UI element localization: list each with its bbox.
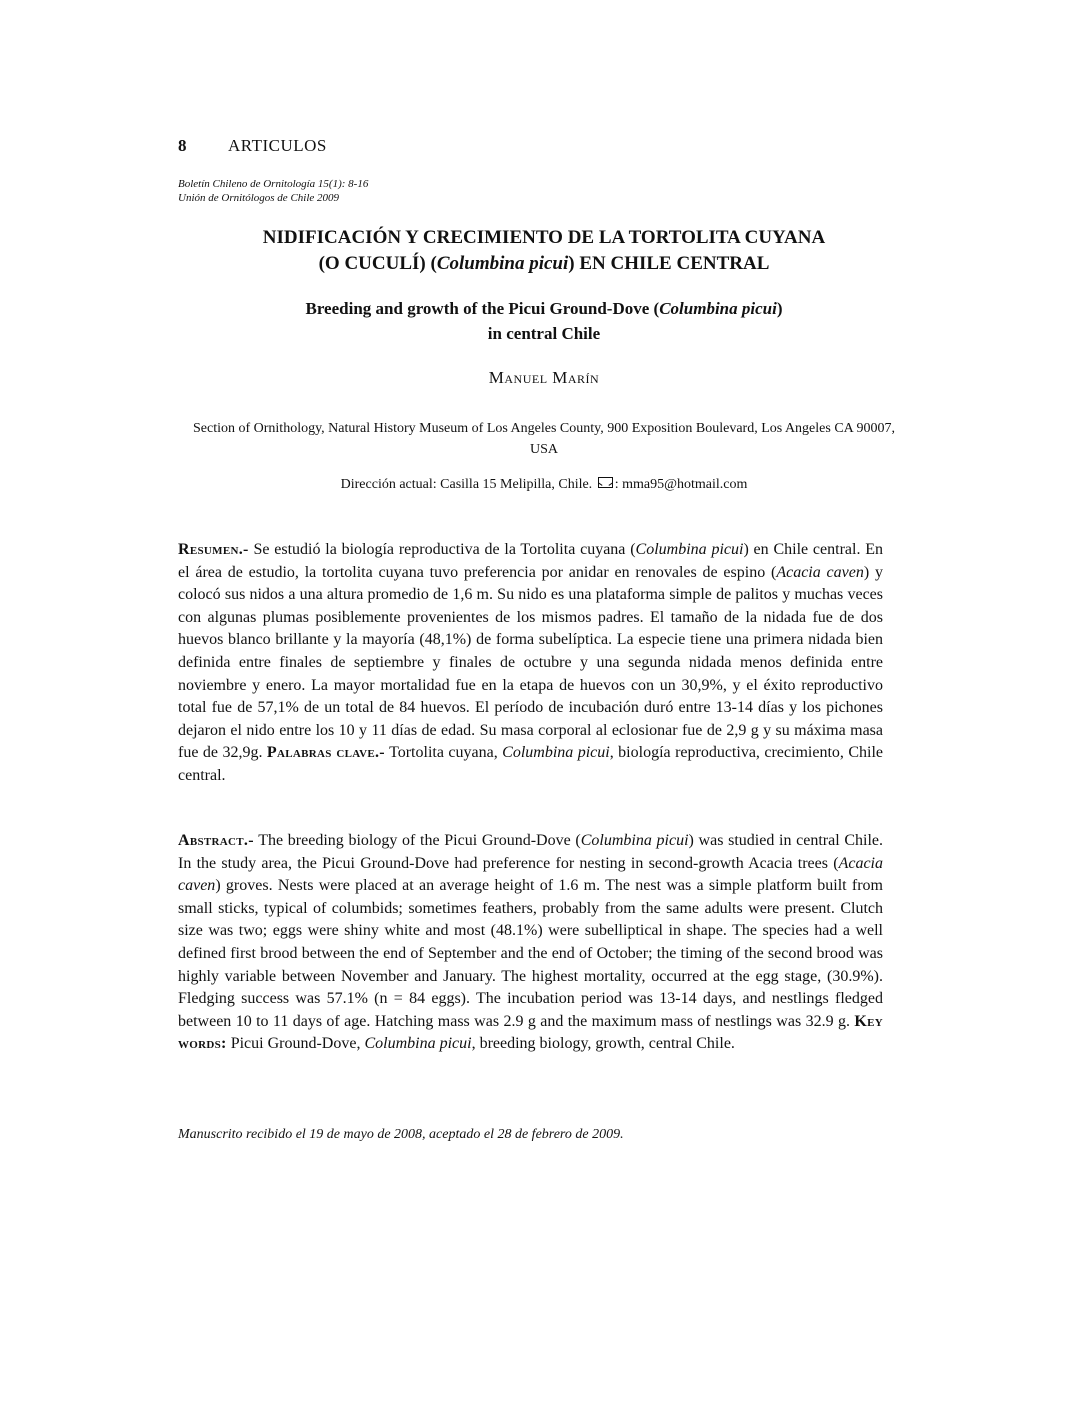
received-note: Manuscrito recibido el 19 de mayo de 2008, aceptado el 28 de febrero de 2009. [178, 1127, 624, 1142]
abstract-text: ) groves. Nests were placed at an average height of 1.6 m. The nest was a simple platform built from small sticks, typical of columbids; sometimes feathers, probably from the same adults were present. Clutch size was two; eggs were shiny white and most (48.1%) were subelliptical in shape. The species had a well defined first brood between the end of September and the end of October; the timing of the second brood was highly variable between November and January. The highest mortality, occurred at the egg stage, (30.9%). Fledging success was 57.1% (n = 84 eggs). The incubation period was 13-14 days, and nestlings fledged between 10 to 11 days of age. Hatching mass was 2.9 g and the maximum mass of nestlings was 32.9 g. [178, 877, 883, 1030]
author-name: Manuel Marín [488, 368, 600, 387]
article-title [150, 225, 938, 277]
title-species: Columbina picui [436, 253, 569, 274]
resumen-text: ) y colocó sus nidos a una altura promedio de 1,6 m. Su nido es una plataforma simple de palitos y muchas veces con algunas plumas posiblemente provenientes de los mismos padres. El tamaño de la nidada fue de dos huevos blanco brillante y la mayoría (48,1%) de forma subelíptica. La especie tiene una primera nidada bien definida entre finales de septiembre y finales de octubre y una segunda nidada menos definida entre noviembre y enero. La mayor mortalidad fue en la etapa de huevos con un 30,9%, y el éxito reproductivo total fue de 57,1% de un total de 84 huevos. El período de incubación duró entre 13-14 días y los pichones dejaron el nido entre los 10 y 11 días de edad. Su masa corporal al eclosionar fue de 2,9 g y su máxima masa fue de 32,9g. [178, 563, 883, 762]
abstract-text: The breeding biology of the Picui Ground-Dove ( [253, 832, 581, 849]
resumen-text: ) en Chile central. En el área de estudio, la tortolita cuyana tuvo preferencia por anidar en renovales de espino ( [178, 541, 884, 581]
title-line-2 [150, 251, 938, 277]
resumen-paragraph [178, 539, 883, 788]
abstract-text: , breeding biology, growth, central Chile. [471, 1035, 735, 1053]
species-name: Acacia caven [776, 563, 864, 581]
affiliation: Section of Ornithology, Natural History Museum of Los Angeles County, 900 Exposition Boulevard, Los Angeles CA 90007, USA [192, 421, 896, 457]
resumen-text: , biología reproductiva, crecimiento, Chile central. [178, 744, 883, 784]
email-address: : mma95@hotmail.com [614, 477, 748, 492]
keywords-label-es: Palabras clave.- [266, 744, 385, 762]
species-name: Columbina picui [580, 832, 689, 849]
title-line-1: NIDIFICACIÓN Y CRECIMIENTO DE LA TORTOLITA CUYANA [262, 227, 826, 248]
species-name: Columbina picui [502, 744, 610, 762]
abstract-label: Abstract.- [178, 832, 254, 849]
resumen-text: Tortolita cuyana, [384, 744, 503, 762]
address-text: Dirección actual: Casilla 15 Melipilla, Chile. [340, 477, 593, 492]
resumen-text: Se estudió la biología reproductiva de la Tortolita cuyana ( [248, 541, 636, 558]
species-name: Columbina picui [635, 541, 744, 558]
page-number: 8 [178, 136, 187, 155]
species-name: Acacia caven [178, 854, 883, 895]
title-text: (O CUCULÍ) ( [318, 253, 437, 274]
species-name: Columbina picui [364, 1035, 472, 1053]
subtitle-text: ) [776, 299, 783, 318]
subtitle-species: Columbina picui [659, 299, 777, 318]
subtitle-line-1 [150, 296, 938, 321]
article-subtitle [150, 296, 938, 346]
abstract-text: Picui Ground-Dove, [226, 1035, 365, 1053]
subtitle-line-2: in central Chile [487, 324, 601, 343]
resumen-label: Resumen.- [178, 541, 249, 558]
running-header [178, 136, 327, 156]
abstract-text: ) was studied in central Chile. In the study area, the Picui Ground-Dove had preference for nesting in second-growth Acacia trees ( [178, 832, 884, 872]
mail-icon [598, 477, 613, 488]
keywords-label-en: Key words: [178, 1012, 883, 1053]
subtitle-text: Breeding and growth of the Picui Ground-Dove ( [305, 299, 660, 318]
title-text: ) EN CHILE CENTRAL [568, 253, 770, 274]
journal-publisher: Unión de Ornitólogos de Chile 2009 [178, 192, 340, 204]
section-name: ARTICULOS [228, 136, 327, 155]
current-address [150, 477, 938, 493]
journal-citation: Boletín Chileno de Ornitología 15(1): 8-16 [178, 178, 369, 190]
abstract-paragraph [178, 830, 883, 1056]
